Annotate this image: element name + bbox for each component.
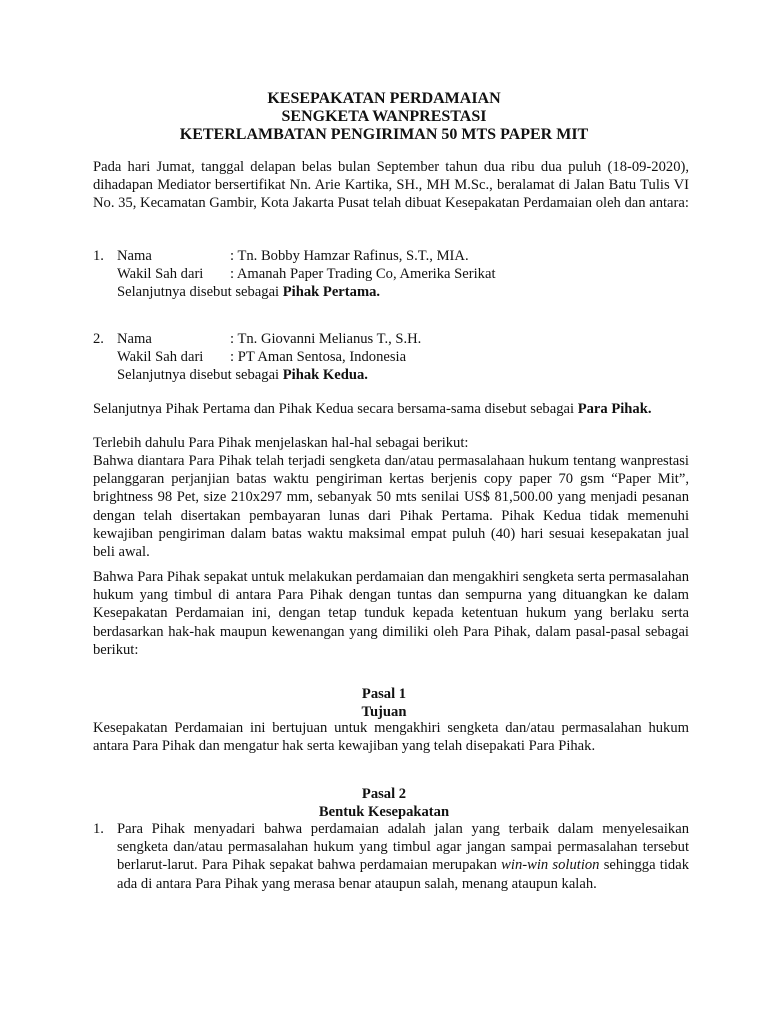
pasal2-item1-text-a: Para Pihak menyadari bahwa perdamaian adalah jalan yang terbaik dalam menyelesaikan sengketa dan/atau permasalahan hukum yang timbul agar jangan sampai permasalahan tersebut berlarut-larut. Para Pihak sepakat bahwa perdamaian merupakan: [117, 821, 689, 874]
party2-reference: [117, 366, 368, 384]
party2-number: 2.: [93, 331, 104, 347]
pasal2-item1: [117, 820, 689, 893]
party2-name-value: : Tn. Giovanni Melianus T., S.H.: [230, 331, 422, 347]
pasal1-body: Kesepakatan Perdamaian ini bertujuan untuk mengakhiri sengketa dan/atau permasalahan hukum antara Para Pihak dan mengatur hak serta kewajiban yang telah disepakati Para Pihak.: [93, 720, 689, 755]
document-title: [0, 90, 768, 144]
joint-definition-text: Selanjutnya Pihak Pertama dan Pihak Kedua secara bersama-sama disebut sebagai: [93, 401, 578, 417]
pasal2-subheading: Bentuk Kesepakatan: [318, 804, 450, 820]
pasal1-subheading: Tujuan: [361, 704, 407, 720]
recital-1: Bahwa diantara Para Pihak telah terjadi sengketa dan/atau permasalahaan hukum tentang wanprestasi pelanggaran perjanjian batas waktu pengiriman kertas berjenis copy paper 70 gsm “Paper Mit”, brightness 98 Pet, size 210x297 mm, sebanyak 50 mts senilai US$ 81,500.00 yang menjadi pesanan dengan telah disertakan pembayaran lunas dari Pihak Pertama. Pihak Kedua tidak memenuhi kewajiban pengiriman dalam batas waktu maksimal empat puluh (40) hari sesuai kesepakatan jual beli awal.: [93, 453, 689, 561]
title-line-2: SENGKETA WANPRESTASI: [281, 108, 487, 125]
title-line-1: KESEPAKATAN PERDAMAIAN: [267, 90, 501, 107]
intro-paragraph: Pada hari Jumat, tanggal delapan belas bulan September tahun dua ribu dua puluh (18-09-2020), dihadapan Mediator bersertifikat Nn. Arie Kartika, SH., MH M.Sc., beralamat di Jalan Batu Tulis VI No. 35, Kecamatan Gambir, Kota Jakarta Pusat telah dibuat Kesepakatan Perdamaian oleh dan antara:: [93, 159, 689, 212]
party1-ref-text: Selanjutnya disebut sebagai: [117, 284, 283, 300]
pasal2-item1-italic: win-win solution: [501, 857, 600, 874]
joint-definition-bold: Para Pihak.: [577, 401, 652, 417]
joint-definition: [93, 400, 651, 418]
pasal2-item1-text-b: sehingga tidak ada di antara Para Pihak yang merasa benar ataupun salah, menang ataupun kalah.: [117, 857, 689, 892]
party1-ref-bold: Pihak Pertama.: [282, 284, 381, 300]
explain-heading: Terlebih dahulu Para Pihak menjelaskan hal-hal sebagai berikut:: [93, 435, 469, 451]
party1-name-value: : Tn. Bobby Hamzar Rafinus, S.T., MIA.: [230, 248, 469, 264]
party1-rep-value: : Amanah Paper Trading Co, Amerika Serikat: [230, 266, 496, 282]
party2-ref-bold: Pihak Kedua.: [282, 367, 368, 383]
pasal2-item1-number: 1.: [93, 821, 104, 837]
pasal1-heading: Pasal 1: [361, 686, 407, 702]
pasal2-heading: Pasal 2: [361, 786, 407, 802]
party1-name-label: Nama: [117, 248, 152, 264]
title-line-3: KETERLAMBATAN PENGIRIMAN 50 MTS PAPER MIT: [179, 126, 589, 143]
party2-rep-value: : PT Aman Sentosa, Indonesia: [230, 349, 407, 365]
recital-2: Bahwa Para Pihak sepakat untuk melakukan perdamaian dan mengakhiri sengketa serta permasalahan hukum yang timbul di antara Para Pihak dengan tuntas dan sempurna yang dituangkan ke dalam Kesepakatan Perdamaian ini, dengan tetap tunduk kepada ketentuan hukum yang berlaku serta berdasarkan hak-hak maupun kewenangan yang dimiliki oleh Para Pihak, dalam pasal-pasal sebagai berikut:: [93, 569, 689, 658]
party2-name-label: Nama: [117, 331, 152, 347]
party1-number: 1.: [93, 248, 104, 264]
party2-ref-text: Selanjutnya disebut sebagai: [117, 367, 283, 383]
party1-reference: [117, 283, 380, 301]
party1-rep-label: Wakil Sah dari: [117, 266, 204, 282]
party2-rep-label: Wakil Sah dari: [117, 349, 204, 365]
